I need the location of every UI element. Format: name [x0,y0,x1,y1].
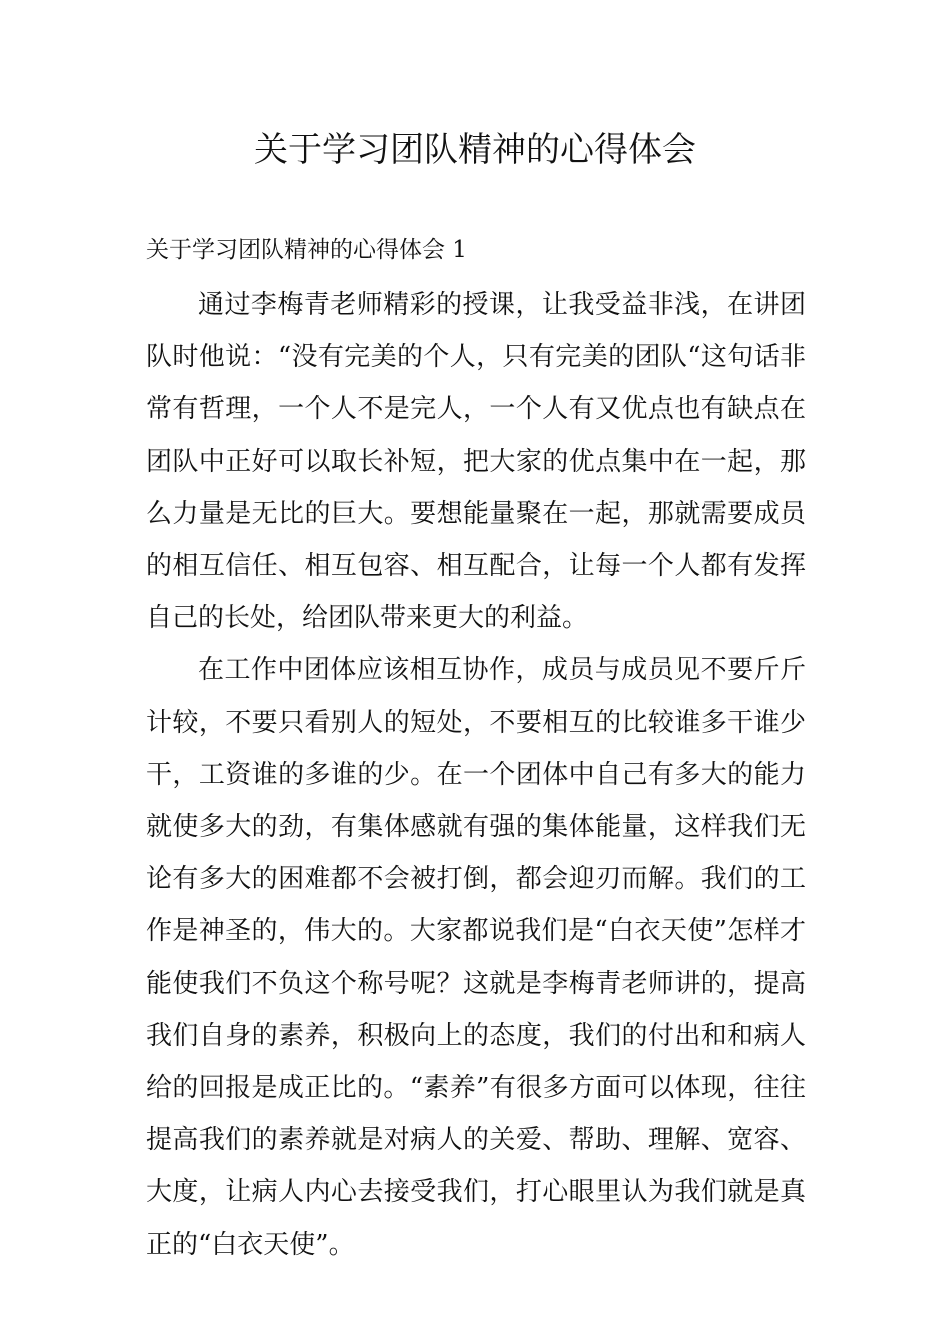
body-paragraph: 通过李梅青老师精彩的授课，让我受益非浅，在讲团队时他说：“没有完美的个人，只有完美的团队“这句话非常有哲理，一个人不是完人，一个人有又优点也有缺点在团队中正好可以取长补短，把大家的优点集中在一起，那么力量是无比的巨大。要想能量聚在一起，那就需要成员的相互信任、相互包容、相互配合，让每一个人都有发挥自己的长处，给团队带来更大的利益。 [146,290,806,634]
document-title: 关于学习团队精神的心得体会 [254,130,696,170]
document-body [146,279,806,1271]
section-heading: 关于学习团队精神的心得体会 1 [146,237,467,263]
body-paragraph: 在工作中团体应该相互协作，成员与成员见不要斤斤计较，不要只看别人的短处，不要相互的比较谁多干谁少干，工资谁的多谁的少。在一个团体中自己有多大的能力就使多大的劲，有集体感就有强的集体能量，这样我们无论有多大的困难都不会被打倒，都会迎刃而解。我们的工作是神圣的，伟大的。大家都说我们是“白衣天使”怎样才能使我们不负这个称号呢？这就是李梅青老师讲的，提高我们自身的素养，积极向上的态度，我们的付出和和病人给的回报是成正比的。“素养”有很多方面可以体现，往往提高我们的素养就是对病人的关爱、帮助、理解、宽容、大度，让病人内心去接受我们，打心眼里认为我们就是真正的“白衣天使”。 [146,655,806,1260]
